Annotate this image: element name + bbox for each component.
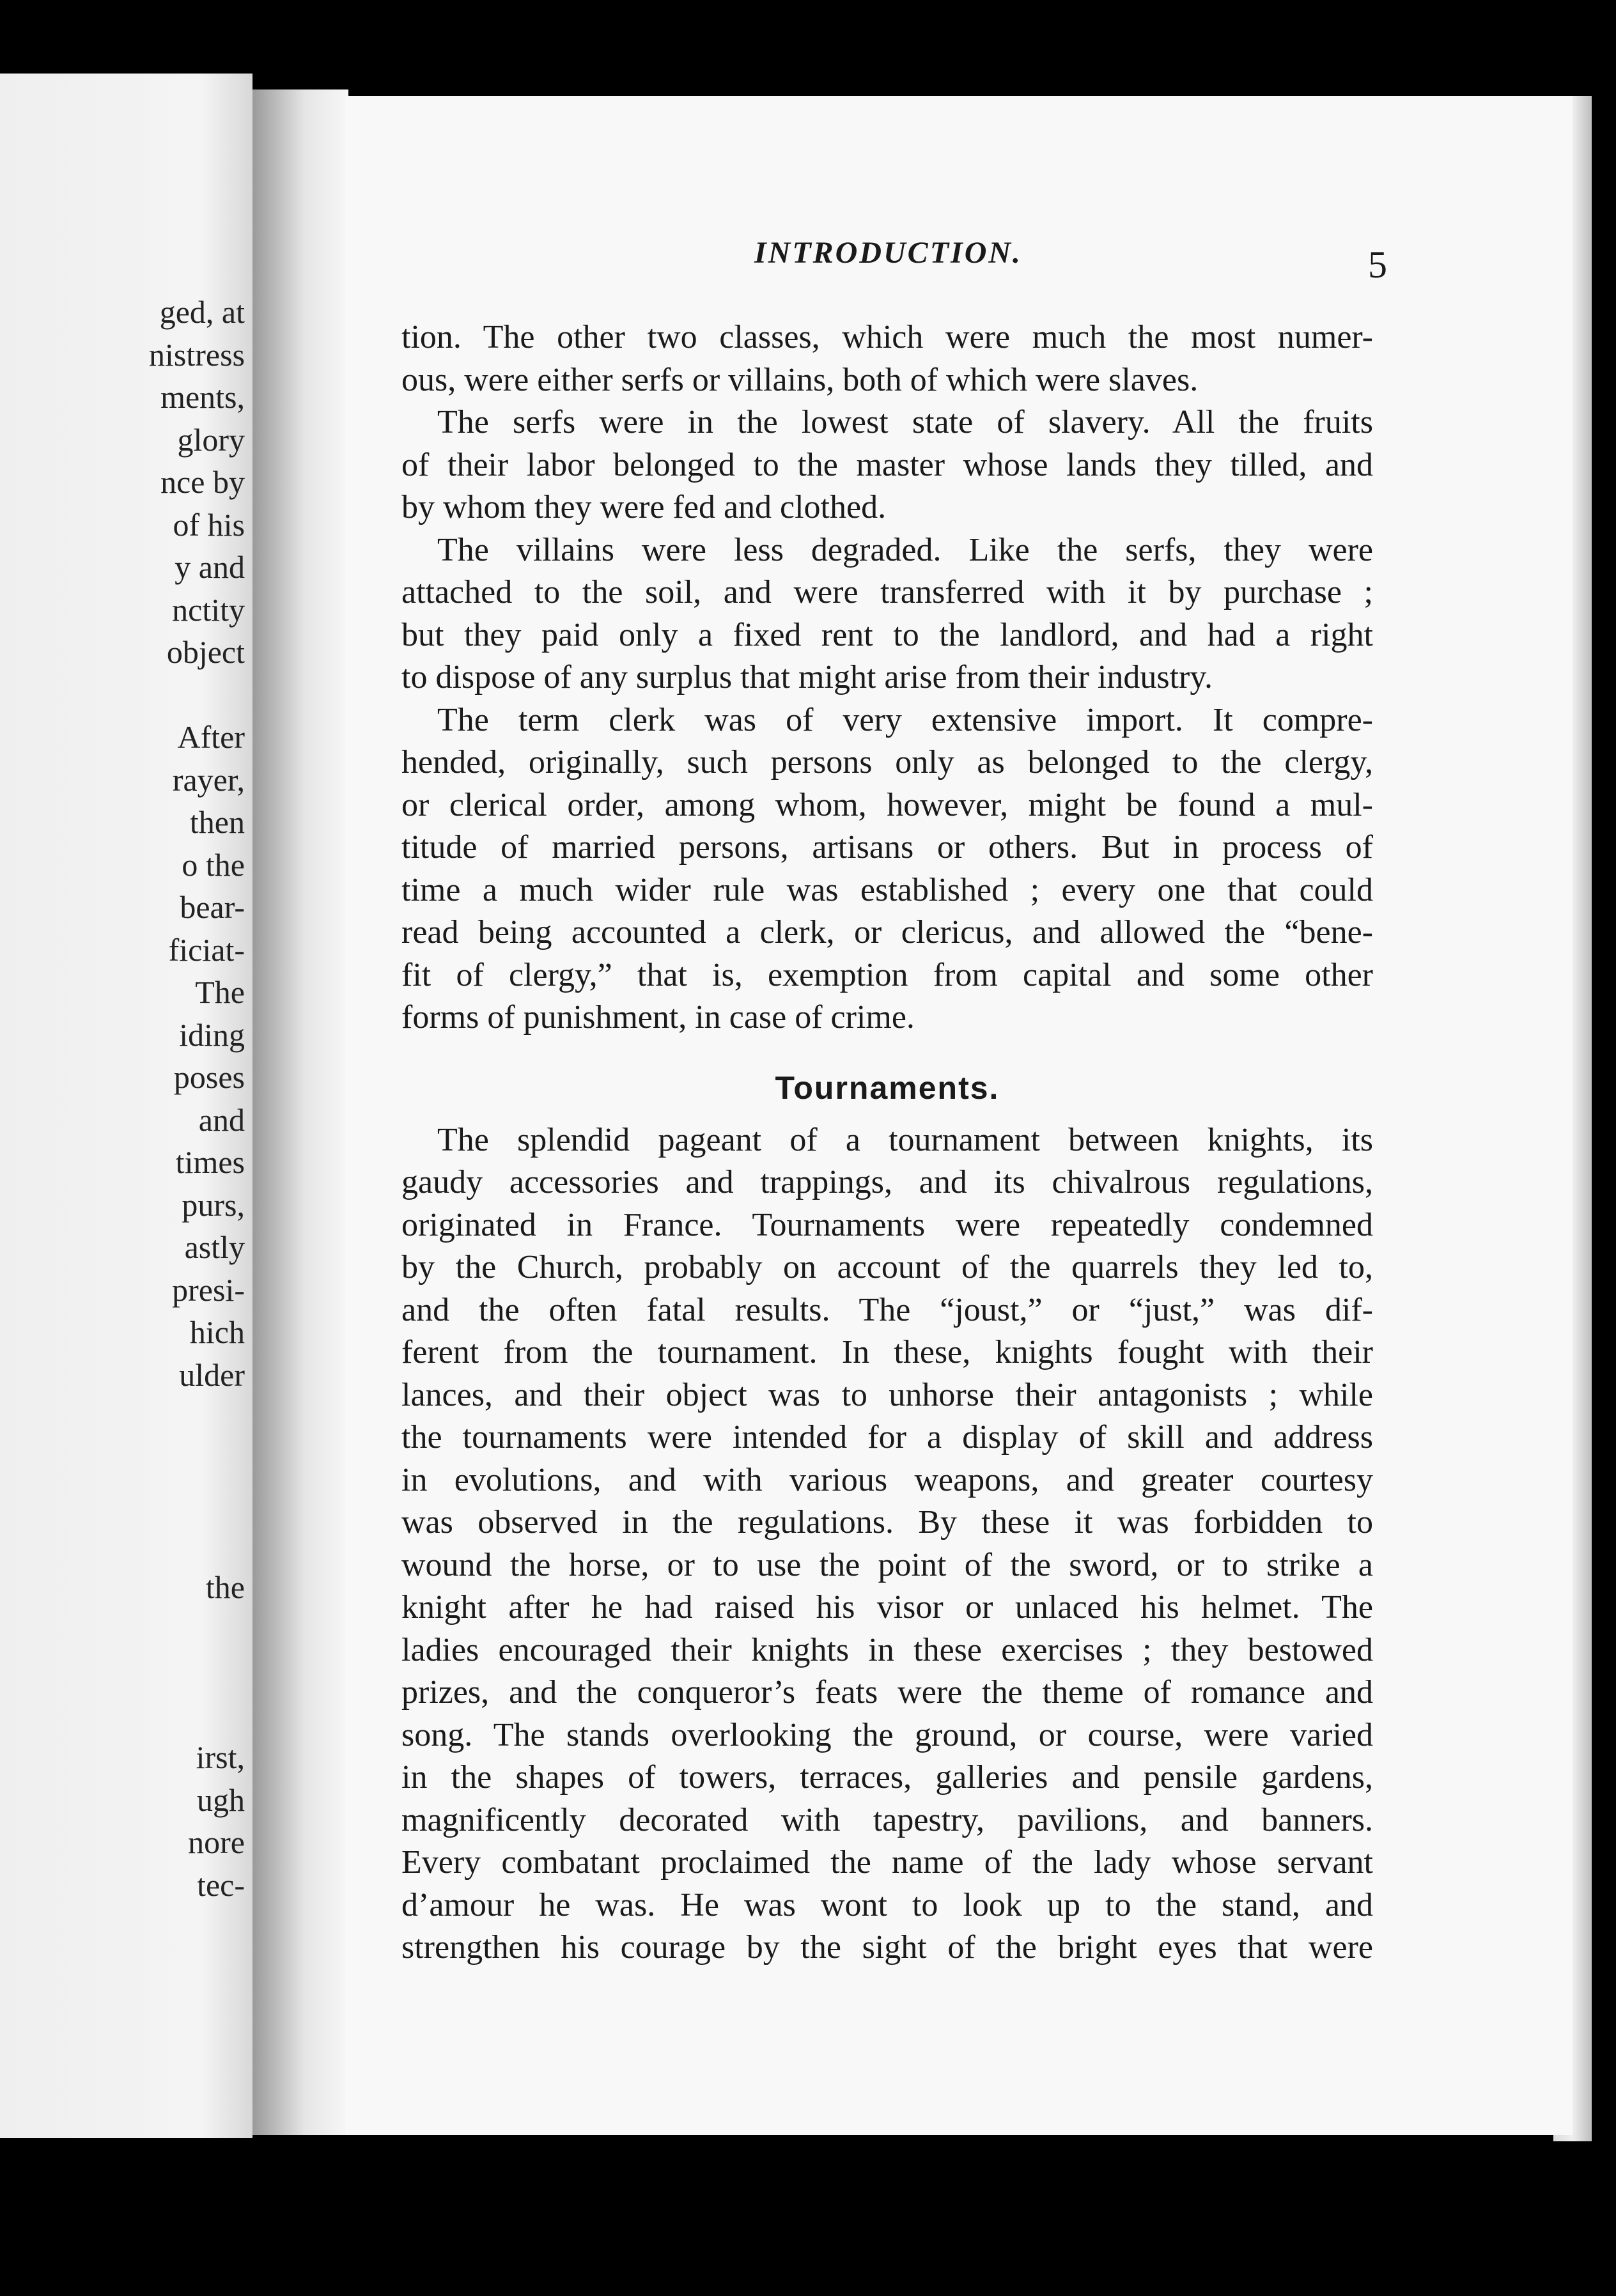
left-page-line: ulder: [179, 1356, 245, 1393]
text-line: hended, originally, such persons only as belonged to the clergy,: [401, 744, 1373, 780]
section-heading-row: [401, 1039, 1373, 1119]
text-line: The splendid pageant of a tournament between knights, its: [437, 1121, 1373, 1158]
left-page-line: ments,: [160, 379, 245, 415]
paragraph-3: [401, 529, 1373, 699]
left-page-line: times: [175, 1144, 245, 1180]
text-line: prizes, and the conqueror’s feats were the theme of romance and: [401, 1674, 1373, 1710]
left-page-line: the: [205, 1569, 245, 1605]
text-line: d’amour he was. He was wont to look up to the stand, and: [401, 1886, 1373, 1923]
left-page-line: bear-: [180, 889, 245, 925]
left-page-line: purs,: [182, 1186, 245, 1223]
left-page-line: [15, 1396, 245, 1439]
text-line: magnificently decorated with tapestry, pavilions, and banners.: [401, 1801, 1373, 1838]
left-page-line: y and: [175, 549, 245, 585]
left-page-line: rayer,: [172, 761, 245, 798]
text-line: the tournaments were intended for a display of skill and address: [401, 1419, 1373, 1455]
paragraph-1: [401, 316, 1373, 401]
text-line: knight after he had raised his visor or unlaced his helmet. The: [401, 1589, 1373, 1625]
text-line: ladies encouraged their knights in these exercises ; they bestowed: [401, 1631, 1373, 1668]
paragraph-5: [401, 1119, 1373, 1969]
text-line: forms of punishment, in case of crime.: [401, 999, 915, 1036]
left-page-line: ged, at: [159, 294, 245, 330]
text-line: time a much wider rule was established ; every one that could: [401, 871, 1373, 908]
text-line: titude of married persons, artisans or others. But in process of: [401, 829, 1373, 865]
left-page-line: nctity: [172, 591, 245, 628]
text-line: ous, were either serfs or villains, both of which were slaves.: [401, 361, 1199, 398]
left-page-line: then: [189, 804, 245, 840]
left-page-line: o the: [182, 846, 245, 883]
left-page-line: After: [177, 719, 245, 755]
left-page-line: hich: [189, 1314, 245, 1350]
left-page-line: presi-: [172, 1271, 245, 1308]
left-page-line: [15, 1609, 245, 1652]
text-line: to dispose of any surplus that might arise from their industry.: [401, 659, 1213, 695]
left-page-line: ficiat-: [168, 931, 245, 968]
paragraph-4: [401, 699, 1373, 1039]
text-line: by whom they were fed and clothed.: [401, 489, 887, 525]
text-line: or clerical order, among whom, however, might be found a mul-: [401, 786, 1373, 823]
left-page-line: [15, 674, 245, 717]
left-page-line: and: [198, 1101, 245, 1138]
left-page-line: The: [195, 974, 245, 1010]
left-page-line: tec-: [197, 1866, 245, 1903]
text-line: in the shapes of towers, terraces, galleries and pensile gardens,: [401, 1759, 1373, 1796]
text-line: The serfs were in the lowest state of slavery. All the fruits: [437, 404, 1373, 440]
text-line: in evolutions, and with various weapons, and greater courtesy: [401, 1461, 1373, 1498]
book-gutter: [252, 89, 348, 2135]
text-line: by the Church, probably on account of the quarrels they led to,: [401, 1249, 1373, 1285]
text-line: wound the horse, or to use the point of the sword, or to strike a: [401, 1546, 1373, 1583]
left-page-line: nore: [188, 1824, 245, 1860]
left-page-line: iding: [179, 1016, 245, 1053]
body-text: [401, 316, 1373, 1969]
text-line: read being accounted a clerk, or clericus, and allowed the “bene-: [401, 914, 1373, 950]
text-line: Every combatant proclaimed the name of the lady whose servant: [401, 1844, 1373, 1881]
text-line: attached to the soil, and were transferred with it by purchase ;: [401, 574, 1373, 610]
left-page-line: ugh: [197, 1781, 245, 1818]
text-line: The term clerk was of very extensive import. It compre-: [437, 701, 1373, 738]
left-page-line: [15, 1694, 245, 1737]
text-line: strengthen his courage by the sight of the bright eyes that were: [401, 1929, 1373, 1966]
paragraph-2: [401, 401, 1373, 529]
text-line: originated in France. Tournaments were repeatedly condemned: [401, 1206, 1373, 1243]
page-number: 5: [1368, 244, 1387, 286]
text-line: The villains were less degraded. Like the serfs, they were: [437, 531, 1373, 568]
left-page-line: nce by: [160, 464, 245, 500]
running-head: INTRODUCTION.: [754, 236, 1023, 270]
left-page-line: poses: [173, 1059, 245, 1095]
left-page-line: [15, 1439, 245, 1482]
left-page-line: [15, 1524, 245, 1567]
left-page-line: irst,: [196, 1739, 245, 1775]
page-header: [345, 235, 1573, 293]
text-line: was observed in the regulations. By these it was forbidden to: [401, 1504, 1373, 1540]
text-line: tion. The other two classes, which were much the most numer-: [401, 319, 1373, 355]
left-page-line: astly: [184, 1229, 245, 1265]
left-page-line: [15, 1481, 245, 1524]
left-page-line: nistress: [149, 336, 245, 373]
text-line: lances, and their object was to unhorse their antagonists ; while: [401, 1376, 1373, 1413]
text-line: song. The stands overlooking the ground, or course, were varied: [401, 1716, 1373, 1753]
text-line: of their labor belonged to the master whose lands they tilled, and: [401, 446, 1373, 483]
right-page: [345, 96, 1573, 2135]
left-page-line: [15, 1651, 245, 1694]
text-line: and the often fatal results. The “joust,” or “just,” was dif-: [401, 1291, 1373, 1328]
left-page-line: of his: [173, 506, 245, 543]
text-line: ferent from the tournament. In these, knights fought with their: [401, 1334, 1373, 1370]
left-page-line: glory: [177, 421, 245, 458]
text-line: fit of clergy,” that is, exemption from capital and some other: [401, 956, 1373, 993]
left-page-line: object: [166, 634, 245, 670]
section-heading: Tournaments.: [775, 1069, 1000, 1106]
left-page-text: [15, 291, 245, 1906]
left-page-fragment: [0, 74, 252, 2138]
text-line: but they paid only a fixed rent to the landlord, and had a right: [401, 616, 1373, 653]
text-line: gaudy accessories and trappings, and its chivalrous regulations,: [401, 1164, 1373, 1200]
